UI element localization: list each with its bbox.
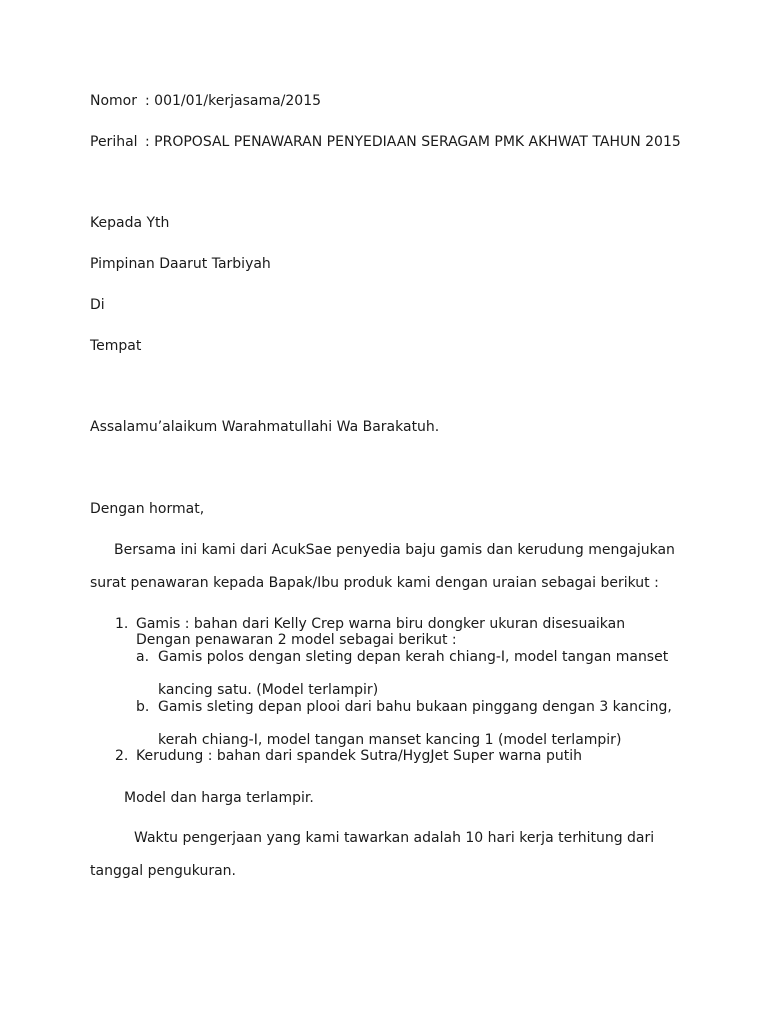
greeting: Assalamu’alaikum Warahmatullahi Wa Barakatuh. [90,419,440,435]
item-1-marker: 1. [115,616,129,632]
recipient-line-2: Pimpinan Daarut Tarbiyah [90,256,271,272]
sub-b-marker: b. [136,699,150,715]
recipient-line-4: Tempat [90,338,142,354]
item-1-line-1: Gamis : bahan dari Kelly Crep warna biru dongker ukuran disesuaikan [136,616,626,632]
item-2-line-1: Kerudung : bahan dari spandek Sutra/HygJet Super warna putih [136,748,582,764]
intro-line-1: Bersama ini kami dari AcukSae penyedia baju gamis dan kerudung mengajukan [114,542,675,558]
closing-line-1: Waktu pengerjaan yang kami tawarkan adalah 10 hari kerja terhitung dari [134,830,655,846]
model-note: Model dan harga terlampir. [124,790,314,806]
perihal-value: : PROPOSAL PENAWARAN PENYEDIAAN SERAGAM PMK AKHWAT TAHUN 2015 [145,134,681,150]
item-1-line-2: Dengan penawaran 2 model sebagai berikut : [136,632,457,648]
recipient-line-1: Kepada Yth [90,215,170,231]
item-2-marker: 2. [115,748,129,764]
perihal-label: Perihal [90,134,138,150]
sub-a-marker: a. [136,649,150,665]
salutation: Dengan hormat, [90,501,205,517]
nomor-label: Nomor [90,93,137,109]
intro-line-2: surat penawaran kepada Bapak/Ibu produk kami dengan uraian sebagai berikut : [90,575,659,591]
sub-a-line-1: Gamis polos dengan sleting depan kerah chiang-I, model tangan manset [158,649,669,665]
sub-b-line-1: Gamis sleting depan plooi dari bahu bukaan pinggang dengan 3 kancing, [158,699,672,715]
closing-line-2: tanggal pengukuran. [90,863,236,879]
recipient-line-3: Di [90,297,105,313]
nomor-value: : 001/01/kerjasama/2015 [145,93,322,109]
sub-a-line-2: kancing satu. (Model terlampir) [158,682,379,698]
sub-b-line-2: kerah chiang-I, model tangan manset kancing 1 (model terlampir) [158,732,622,748]
